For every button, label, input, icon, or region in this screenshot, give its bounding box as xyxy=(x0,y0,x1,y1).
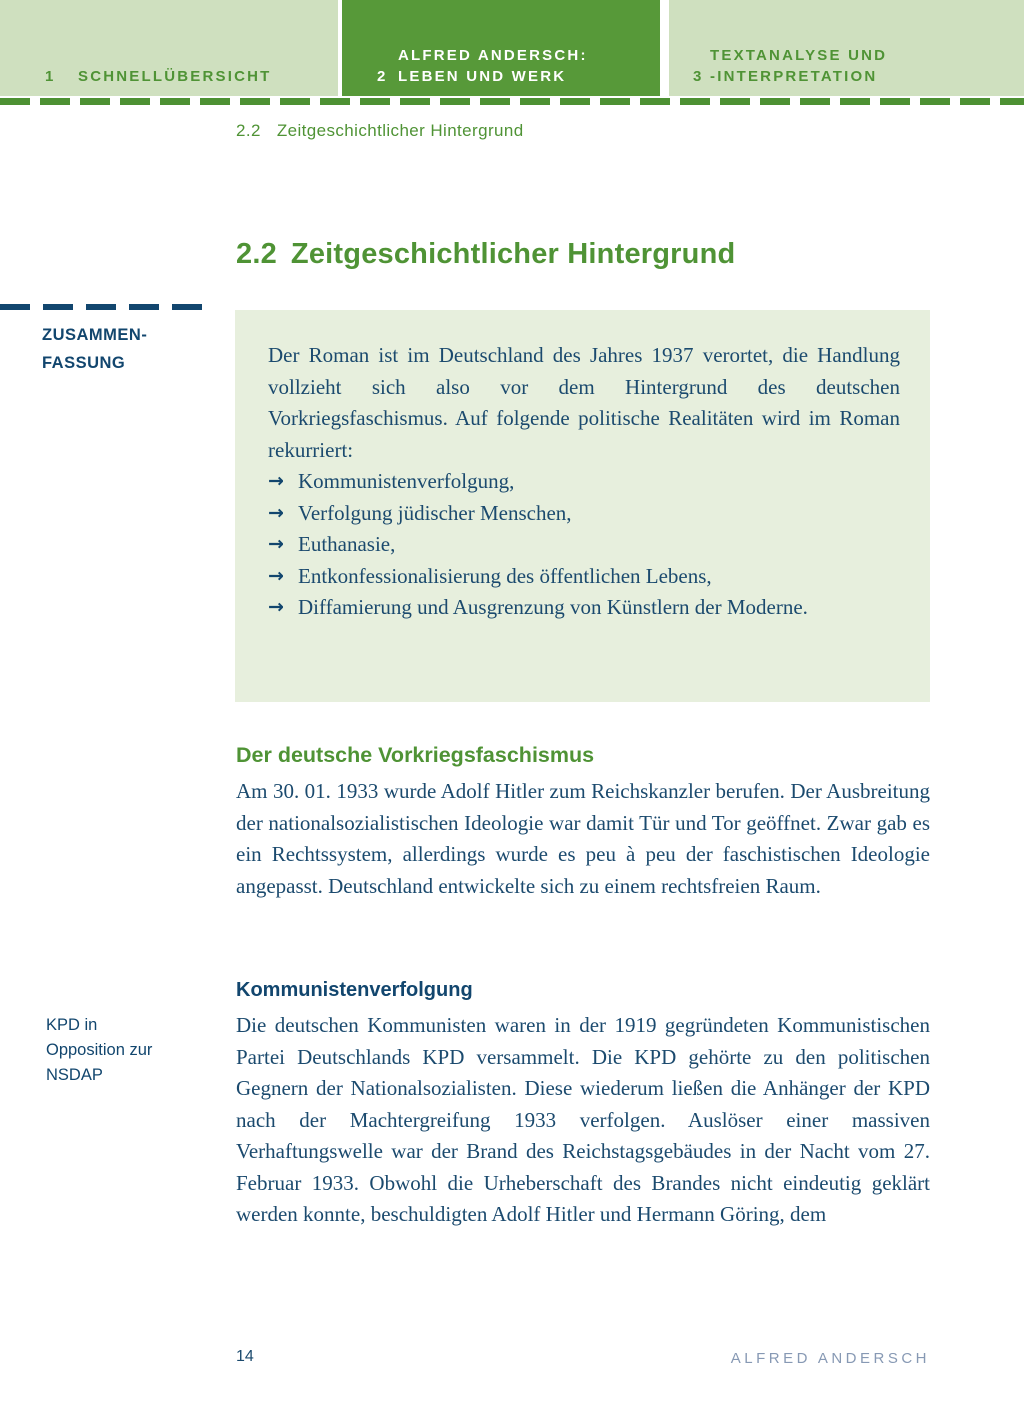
arrow-bullet-icon: → xyxy=(268,533,284,555)
summary-list xyxy=(268,466,900,624)
arrow-bullet-icon: → xyxy=(268,596,284,618)
list-item-text: Diffamierung und Ausgrenzung von Künstlern der Moderne. xyxy=(298,595,808,619)
list-item xyxy=(268,498,900,530)
section-body-vorkriegsfaschismus: Am 30. 01. 1933 wurde Adolf Hitler zum Reichskanzler berufen. Der Ausbreitung der nationalsozialistischen Ideologie war damit Tür und Tor geöffnet. Zwar gab es ein Rechtssystem, allerdings wurde es peu à peu der faschistischen Ideologie angepasst. Deutschland entwickelte sich zu einem rechtsfreien Raum. xyxy=(236,779,930,898)
breadcrumb-number: 2.2 xyxy=(236,121,261,140)
tab-textanalyse[interactable] xyxy=(669,0,1024,96)
section-heading-kommunistenverfolgung: Kommunistenverfolgung xyxy=(236,979,473,1001)
list-item xyxy=(268,561,900,593)
running-footer-book-title: ALFRED ANDERSCH xyxy=(730,1350,930,1367)
section-heading-vorkriegsfaschismus: Der deutsche Vorkriegsfaschismus xyxy=(236,743,595,767)
list-item xyxy=(268,466,900,498)
tab-number: 3 xyxy=(693,68,704,85)
list-item xyxy=(268,592,900,624)
header-dashed-divider xyxy=(0,98,1024,105)
sidebar-dashed-divider xyxy=(0,304,203,310)
heading-title: Zeitgeschichtlicher Hintergrund xyxy=(290,238,736,270)
tab-number: 1 xyxy=(45,68,56,85)
tab-number: 2 xyxy=(377,68,388,85)
tab-leben-und-werk[interactable] xyxy=(342,0,660,96)
list-item-text: Kommunistenverfolgung, xyxy=(298,469,515,493)
breadcrumb-title: Zeitgeschichtlicher Hintergrund xyxy=(276,121,524,140)
tab-label: ALFRED ANDERSCH: LEBEN UND WERK xyxy=(398,47,588,85)
breadcrumb xyxy=(236,121,524,141)
list-item-text: Entkonfessionalisierung des öffentlichen Lebens, xyxy=(298,563,712,588)
list-item-text: Euthanasie, xyxy=(298,532,396,556)
summary-margin-label: ZUSAMMEN- FASSUNG xyxy=(42,326,148,372)
page-title xyxy=(236,238,735,271)
page-number: 14 xyxy=(236,1348,254,1365)
section-body-kommunistenverfolgung: Die deutschen Kommunisten waren in der 1919 gegründeten Kommunistischen Partei Deutschlands KPD versammelt. Die KPD gehörte zu den politischen Gegnern der Nationalsozialisten. Diese wiederum ließen die Anhänger der KPD nach der Machtergreifung 1933 verfolgen. Auslöser einer massiven Verhaftungswelle war der Brand des Reichstagsgebäudes in der Nacht vom 27. Februar 1933. Obwohl die Urheberschaft des Brandes nicht eindeutig geklärt werden konnte, beschuldigten Adolf Hitler und Hermann Göring, dem xyxy=(236,1013,930,1226)
arrow-bullet-icon: → xyxy=(268,564,284,587)
arrow-bullet-icon: → xyxy=(268,501,284,524)
tab-schnelluebersicht[interactable] xyxy=(0,0,338,96)
summary-intro: Der Roman ist im Deutschland des Jahres 1937 verortet, die Handlung vollzieht sich also vor dem Hintergrund des deutschen Vorkriegsfaschismus. Auf folgende politische Realitäten wird im Roman rekurriert: xyxy=(268,343,900,462)
list-item-text: Verfolgung jüdischer Menschen, xyxy=(298,500,572,525)
list-item xyxy=(268,529,900,561)
arrow-bullet-icon: → xyxy=(268,470,284,492)
summary-box xyxy=(235,310,930,702)
margin-note-kpd: KPD in Opposition zur NSDAP xyxy=(46,1016,153,1084)
tab-label: TEXTANALYSE UND -INTERPRETATION xyxy=(710,47,888,85)
tab-label: SCHNELLÜBERSICHT xyxy=(78,68,272,85)
heading-number: 2.2 xyxy=(236,238,277,270)
